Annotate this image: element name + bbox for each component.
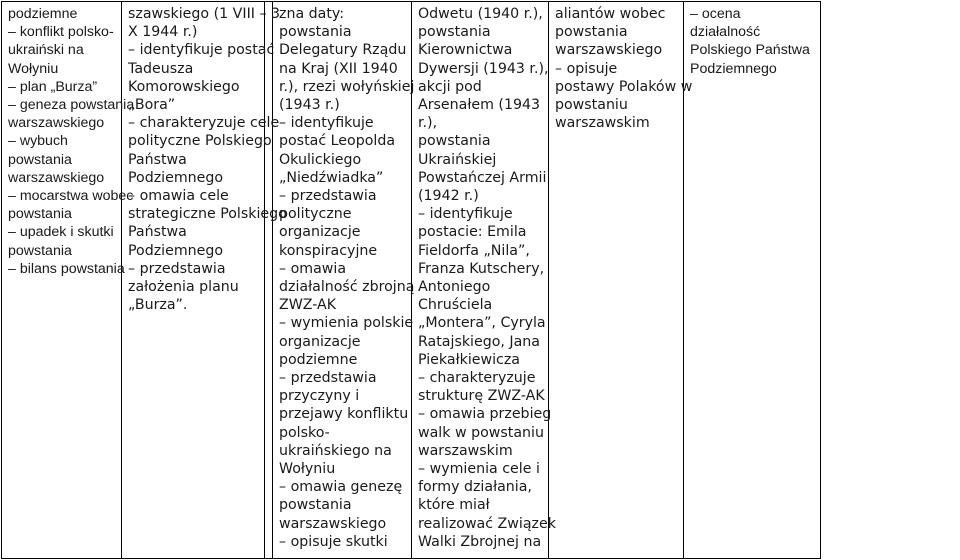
text-line: „Burza”.: [128, 297, 188, 314]
text-line: powstania: [555, 24, 628, 41]
text-line: na Kraj (XII 1940: [279, 60, 398, 77]
text-line: założenia planu: [128, 279, 239, 296]
text-line: postać Leopolda: [279, 133, 396, 150]
text-line: – przedstawia: [279, 188, 377, 205]
text-line: Polskiego Państwa: [690, 42, 810, 59]
text-line: – omawia przebieg: [418, 406, 552, 423]
text-line: przejawy konfliktu: [279, 406, 409, 423]
text-line: (1943 r.): [279, 97, 340, 114]
cell-level-2: [273, 2, 415, 559]
text-line: powstania: [418, 24, 491, 41]
text-line: r.), rzezi wołyńskiej: [279, 78, 415, 95]
text-line: – wybuch: [8, 133, 68, 150]
text-line: polityczne: [279, 206, 352, 223]
text-line: Wołyniu: [8, 60, 59, 77]
text-line: działalność zbrojną: [279, 279, 415, 296]
text-line: – wymienia polskie: [279, 315, 414, 332]
text-line: Podziemnego: [128, 242, 224, 259]
table-row: [2, 2, 960, 559]
text-line: „Montera”, Cyryla: [418, 315, 546, 332]
text-line: postawy Polaków w: [555, 78, 693, 95]
text-line: organizacje: [279, 224, 361, 241]
cell-level-3: [412, 2, 556, 559]
text-line: – opisuje skutki: [279, 533, 388, 550]
text-line: Walki Zbrojnej na: [418, 533, 542, 550]
text-line: – geneza powstania: [8, 97, 135, 114]
text-line: akcji pod: [418, 78, 482, 95]
text-line: Chruściela: [418, 297, 493, 314]
text-line: warszawskiego: [279, 515, 387, 532]
text-line: – upadek i skutki: [8, 224, 114, 241]
text-line: Podziemnego: [128, 169, 224, 186]
curriculum-table: [1, 1, 960, 559]
text-line: warszawskim: [555, 115, 650, 132]
text-line: powstania: [8, 206, 72, 223]
text-line: Komorowskiego: [128, 78, 240, 95]
text-line: warszawskim: [418, 442, 513, 459]
cell-level-4: [549, 2, 693, 559]
text-line: – identyfikuje: [418, 206, 513, 223]
text-line: Antoniego: [418, 279, 491, 296]
text-line: (1942 r.): [418, 188, 479, 205]
text-line: Delegatury Rządu: [279, 42, 407, 59]
text-line: Fieldorfa „Nila”,: [418, 242, 530, 259]
text-line: Ratajskiego, Jana: [418, 333, 540, 350]
text-line: powstania: [8, 242, 72, 259]
text-line: – ocena: [690, 6, 741, 22]
text-line: Dywersji (1943 r.),: [418, 60, 549, 77]
text-line: Odwetu (1940 r.),: [418, 6, 543, 22]
text-line: powstania: [8, 151, 72, 168]
text-line: postacie: Emila: [418, 224, 527, 241]
cell-empty: [265, 2, 273, 559]
text-line: ukraińskiego na: [279, 442, 392, 459]
text-line: Ukraińskiej: [418, 151, 497, 168]
text-line: Wołyniu: [279, 461, 336, 478]
text-line: powstania: [279, 24, 352, 41]
text-line: Arsenałem (1943: [418, 97, 541, 114]
text-line: polsko-: [279, 424, 330, 441]
text-line: – przedstawia: [128, 260, 226, 277]
text-line: Franza Kutschery,: [418, 260, 545, 277]
text-line: – identyfikuje postać: [128, 42, 275, 59]
text-line: Państwa: [128, 151, 187, 168]
text-line: – wymienia cele i: [418, 461, 540, 478]
text-line: Powstańczej Armii: [418, 169, 547, 186]
text-line: polityczne Polskiego: [128, 133, 272, 150]
text-line: – omawia genezę: [279, 479, 403, 496]
text-line: „Niedźwiadka”: [279, 169, 384, 186]
cell-topics: [2, 2, 135, 559]
text-line: aliantów wobec: [555, 6, 666, 22]
text-line: konspiracyjne: [279, 242, 378, 259]
text-line: „Bora”: [128, 97, 176, 114]
text-line: powstania: [279, 497, 352, 514]
text-line: strukturę ZWZ-AK: [418, 388, 545, 405]
cell-level-1: [122, 2, 287, 559]
text-line: powstaniu: [555, 97, 628, 114]
text-line: – mocarstwa wobec: [8, 188, 134, 205]
text-line: – konflikt polsko-: [8, 24, 114, 41]
text-line: warszawskiego: [8, 115, 105, 132]
text-line: Kierownictwa: [418, 42, 513, 59]
text-line: – opisuje: [555, 60, 618, 77]
text-line: r.),: [418, 115, 438, 132]
text-line: – identyfikuje: [279, 115, 374, 132]
text-line: podziemne: [279, 351, 358, 368]
text-line: – omawia: [279, 260, 347, 277]
text-line: które miał: [418, 497, 490, 514]
text-line: formy działania,: [418, 479, 532, 496]
text-line: szawskiego (1 VIII – 3: [128, 6, 281, 22]
text-line: Państwa: [128, 224, 187, 241]
text-line: przyczyny i: [279, 388, 360, 405]
text-line: – charakteryzuje cele: [128, 115, 280, 132]
text-line: Piekałkiewicza: [418, 351, 520, 368]
text-line: działalność: [690, 24, 761, 41]
text-line: – omawia cele: [128, 188, 229, 205]
text-line: – bilans powstania: [8, 260, 125, 277]
text-line: Okulickiego: [279, 151, 362, 168]
text-line: ukraiński na: [8, 42, 84, 59]
text-line: strategiczne Polskiego: [128, 206, 287, 223]
text-line: – charakteryzuje: [418, 370, 536, 387]
text-line: – plan „Burza”: [8, 78, 98, 95]
text-line: organizacje: [279, 333, 361, 350]
text-line: ZWZ-AK: [279, 297, 337, 314]
text-line: warszawskiego: [8, 169, 105, 186]
text-line: warszawskiego: [555, 42, 663, 59]
text-line: Podziemnego: [690, 60, 777, 77]
text-line: – przedstawia: [279, 370, 377, 387]
cell-level-5: [684, 2, 821, 559]
text-line: podziemne: [8, 6, 78, 22]
text-line: X 1944 r.): [128, 24, 198, 41]
text-line: powstania: [418, 133, 491, 150]
text-line: Tadeusza: [128, 60, 194, 77]
text-line: zna daty:: [279, 6, 345, 22]
text-line: walk w powstaniu: [418, 424, 544, 441]
text-line: realizować Związek: [418, 515, 556, 532]
